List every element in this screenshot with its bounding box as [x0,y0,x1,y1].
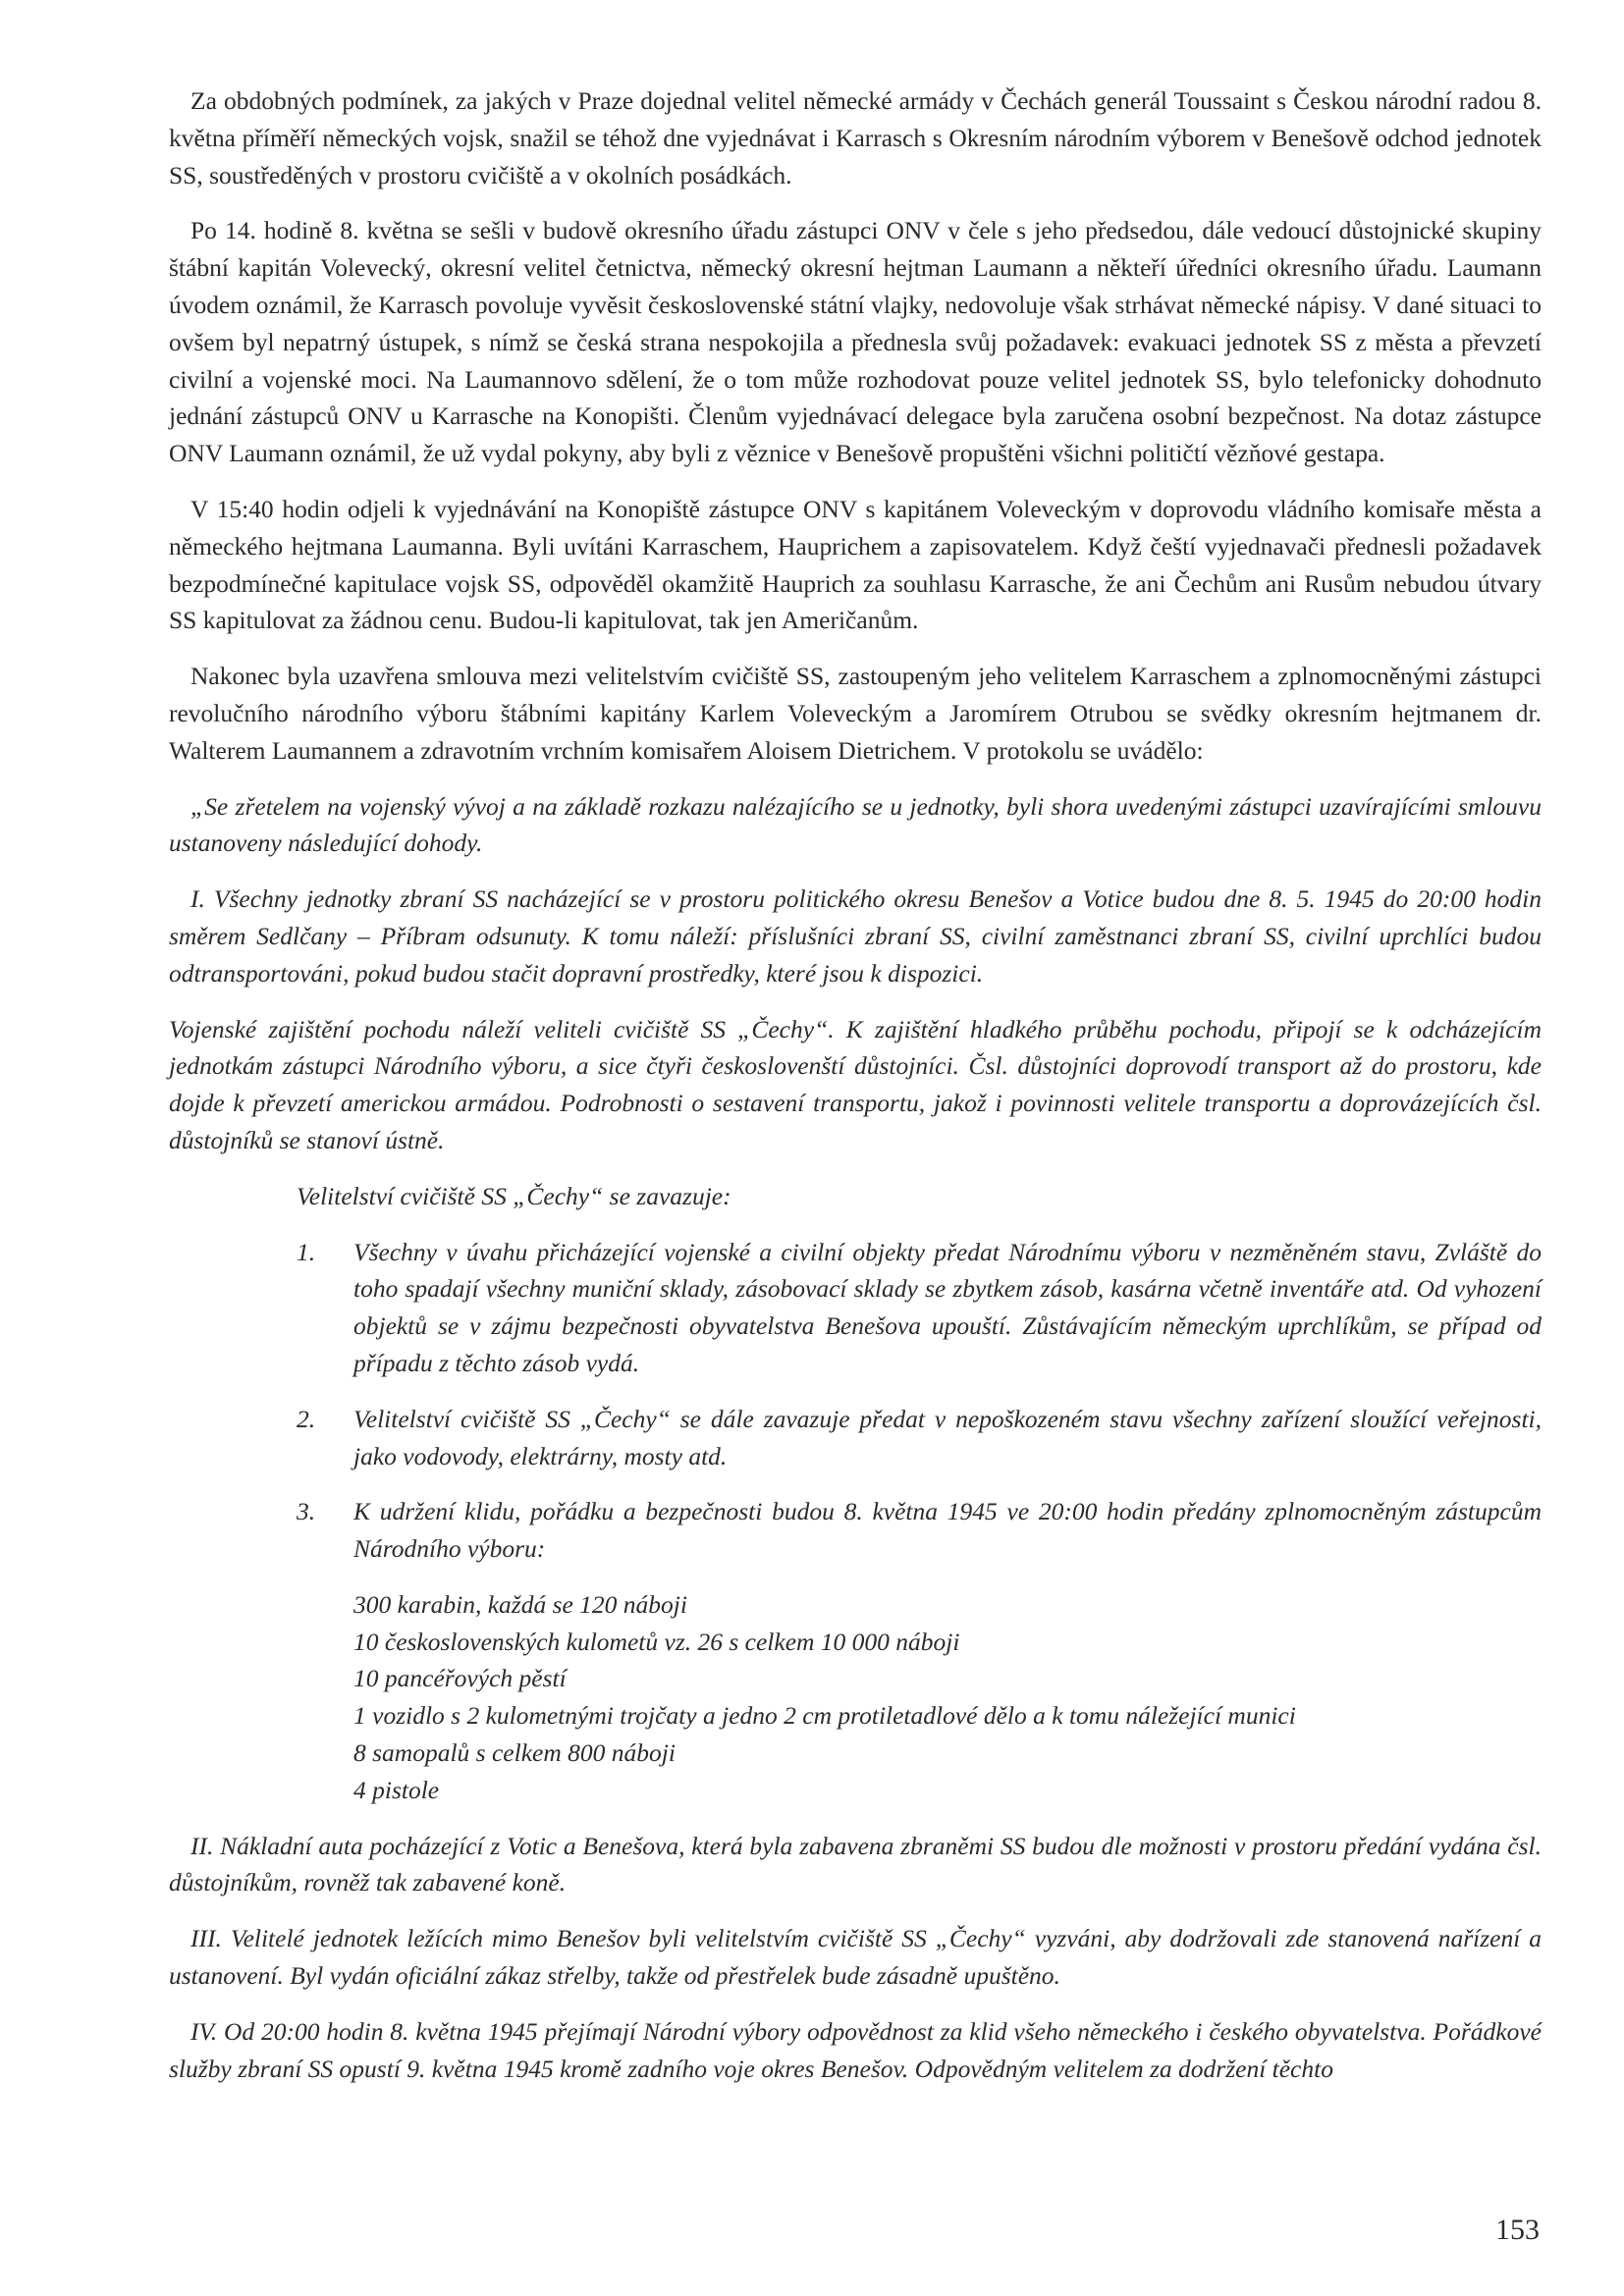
quote-security: Vojenské zajištění pochodu náleží veliteli cvičiště SS „Čechy“. K zajištění hladkého průběhu pochodu, připojí se k odcházejícím jednotkám zástupci Národního výboru, a sice čtyři českoslovenští důstojníci. Čsl. důstojníci doprovodí transport až do prostoru, kde dojde k převzetí americkou armádou. Podrobnosti o sestavení transportu, jakož i povinnosti velitele transportu a doprovázejících čsl. důstojníků se stanoví ústně. [169,1014,1542,1154]
supply-item: 8 samopalů s celkem 800 náboji [353,1738,676,1768]
paragraph-4: Nakonec byla uzavřena smlouva mezi velitelstvím cvičiště SS, zastoupeným jeho velitelem Karraschem a zplnomocněnými zástupci revolučního národního výboru štábními kapitány Karlem Voleveckým a Jaromírem Otrubou se svědky okresním hejtmanem dr. Walterem Laumannem a zdravotním vrchním komisařem Aloisem Dietrichem. V protokolu se uvádělo: [169,662,1542,765]
quote-opening: „Se zřetelem na vojenský vývoj a na základě rozkazu nalézajícího se u jednotky, byli shora uvedenými zástupci uzavírajícími smlouvu ustanoveny následující dohody. [169,791,1542,858]
obligation-number: 2. [297,1404,316,1433]
page-body [169,82,1542,2106]
supply-item: 1 vozidlo s 2 kulometnými trojčaty a jedno 2 cm protiletadlové dělo a k tomu náležející munici [353,1701,1296,1731]
obligation-text: Všechny v úvahu přicházející vojenské a civilní objekty předat Národnímu výboru v nezměněném stavu, Zvláště do toho spadají všechny muniční sklady, zásobovací sklady se zbytkem zásob, kasárna včetně inventáře atd. Od vyhození objektů se v zájmu bezpečnosti obyvatelstva Benešova upouští. Zůstávajícím německým uprchlíkům, se případ od případu z těchto zásob vydá. [353,1237,1542,1377]
paragraph-2: Po 14. hodině 8. května se sešli v budově okresního úřadu zástupci ONV v čele s jeho předsedou, dále vedoucí důstojnické skupiny štábní kapitán Volevecký, okresní velitel četnictva, německý okresní hejtman Laumann a někteří úředníci okresního úřadu. Laumann úvodem oznámil, že Karrasch povoluje vyvěsit československé státní vlajky, nedovoluje však strhávat německé nápisy. V dané situaci to ovšem byl nepatrný ústupek, s nímž se česká strana nespokojila a přednesla svůj požadavek: evakuaci jednotek SS z města a převzetí civilní a vojenské moci. Na Laumannovo sdělení, že o tom může rozhodovat pouze velitel jednotek SS, bylo telefonicky dohodnuto jednání zástupců ONV u Karrasche na Konopišti. Členům vyjednávací delegace byla zaručena osobní bezpečnost. Na dotaz zástupce ONV Laumann oznámil, že už vydal pokyny, aby byli z věznice v Benešově propuštěni všichni političtí vězňové gestapa. [169,216,1542,468]
paragraph-3: V 15:40 hodin odjeli k vyjednávání na Konopiště zástupce ONV s kapitánem Voleveckým v doprovodu vládního komisaře města a německého hejtmana Laumanna. Byli uvítáni Karraschem, Hauprichem a zapisovatelem. Když čeští vyjednavači přednesli požadavek bezpodmínečné kapitulace vojsk SS, odpověděl okamžitě Hauprich za souhlasu Karrasche, že ani Čechům ani Rusům nebudou útvary SS kapitulovat za žádnou cenu. Budou-li kapitulovat, tak jen Američanům. [169,494,1542,635]
spacer [353,1568,1542,1586]
quote-section-2: II. Nákladní auta pocházející z Votic a Benešova, která byla zabavena zbraněmi SS budou dle možnosti v prostoru předání vydána čsl. důstojníkům, rovněž tak zabavené koně. [169,1831,1542,1897]
quote-section-1: I. Všechny jednotky zbraní SS nacházející se v prostoru politického okresu Benešov a Votice budou dne 8. 5. 1945 do 20:00 hodin směrem Sedlčany – Příbram odsunuty. K tomu náleží: příslušníci zbraní SS, civilní zaměstnanci zbraní SS, civilní uprchlíci budou odtransportováni, pokud budou stačit dopravní prostředky, které jsou k dispozici. [169,884,1542,988]
obligation-item [297,1234,1542,1382]
obligations-list [169,1234,1542,1809]
supply-item: 10 pancéřových pěstí [353,1664,567,1693]
paragraph-1: Za obdobných podmínek, za jakých v Praze dojednal velitel německé armády v Čechách generál Toussaint s Českou národní radou 8. května příměří německých vojsk, snažil se téhož dne vyjednávat i Karrasch s Okresním národním výborem v Benešově odchod jednotek SS, soustředěných v prostoru cvičiště a v okolních posádkách. [169,86,1542,189]
supply-item: 10 československých kulometů vz. 26 s celkem 10 000 náboji [353,1627,960,1656]
obligation-text: Velitelství cvičiště SS „Čechy“ se dále zavazuje předat v nepoškozeném stavu všechny zařízení sloužící veřejnosti, jako vodovody, elektrárny, mosty atd. [353,1404,1542,1470]
supply-item: 4 pistole [353,1775,440,1804]
supply-item: 300 karabin, každá se 120 náboji [353,1589,687,1619]
quote-section-4: IV. Od 20:00 hodin 8. května 1945 přejímají Národní výbory odpovědnost za klid všeho německého i českého obyvatelstva. Pořádkové služby zbraní SS opustí 9. května 1945 kromě zadního voje okres Benešov. Odpovědným velitelem za dodržení těchto [169,2016,1542,2083]
obligation-item [297,1401,1542,1475]
quote-section-3: III. Velitelé jednotek ležících mimo Benešov byli velitelstvím cvičiště SS „Čechy“ vyzváni, aby dodržovali zde stanovená nařízení a ustanovení. Byl vydán oficiální zákaz střelby, takže od přestřelek bude zásadně upuštěno. [169,1924,1542,1991]
obligation-number: 1. [297,1237,316,1266]
obligation-number: 3. [297,1497,316,1526]
command-intro: Velitelství cvičiště SS „Čechy“ se zavazuje: [297,1181,731,1210]
supplies-list [353,1586,1542,1809]
obligation-item [297,1493,1542,1808]
page-number: 153 [1495,2214,1540,2246]
obligation-text: K udržení klidu, pořádku a bezpečnosti budou 8. května 1945 ve 20:00 hodin předány zplnomocněným zástupcům Národního výboru: [353,1497,1542,1564]
